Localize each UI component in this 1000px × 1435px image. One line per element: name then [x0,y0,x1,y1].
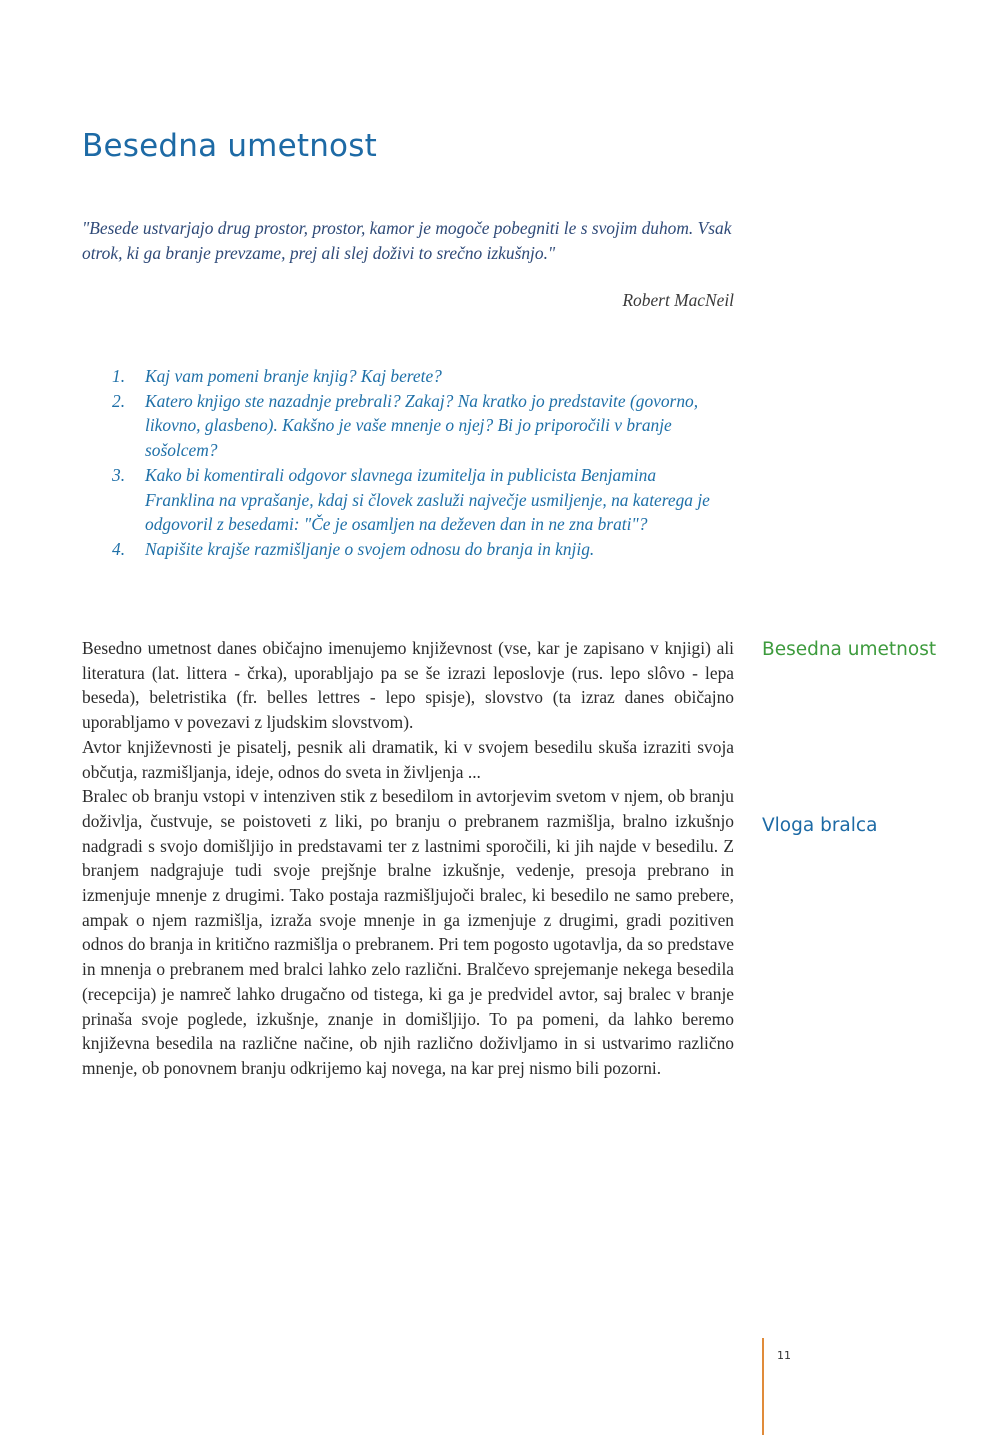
body-paragraph: Bralec ob branju vstopi v intenziven stik z besedilom in avtorjevim svetom v njem, ob branju doživlja, čustvuje, se poistoveti z liki, po branju o prebranem razmišlja, bralno izkušnjo nadgradi s svojo domišljijo in predstavami ter z lastnimi sporočili, ki jih najde v besedilu. Z branjem nadgrajuje tudi svoje prejšnje bralne izkušnje, vedenje, presoja prebrano in izmenjuje mnenje z drugimi. Tako postaja razmišljujoči bralec, ki besedilo ne samo prebere, ampak o njem razmišlja, izraža svoje mnenje in ga izmenjuje z drugimi, gradi pozitiven odnos do branja in kritično razmišlja o prebranem. Pri tem pogosto ugotavlja, da so predstave in mnenja o prebranem med bralci lahko zelo različni. Bralčevo sprejemanje nekega besedila (recepcija) je namreč lahko drugačno od tistega, ki ga je predvidel avtor, saj bralec v branje prinaša svoje poglede, izkušnje, znanje in domišljijo. To pa pomeni, da lahko beremo književna besedila na različne načine, ob njih različno doživljamo in si ustvarimo različno mnenje, ob ponovnem branju odkrijemo kaj novega, na kar prej nismo bili pozorni. [82,786,734,1078]
side-heading-vloga-bralca: Vloga bralca [762,815,878,836]
question-list [112,364,727,562]
epigraph-author: Robert MacNeil [622,290,734,310]
page-number-rule [762,1338,764,1435]
page-number: 11 [777,1349,791,1362]
epigraph-quote: "Besede ustvarjajo drug prostor, prostor, kamor je mogoče pobegniti le s svojim duhom. Vsak otrok, ki ga branje prevzame, prej ali slej doživi to srečno izkušnjo." [82,218,732,263]
question-item [112,364,727,389]
question-number: 4. [112,538,126,559]
page-title: Besedna umetnost [82,128,377,164]
question-item [112,463,727,537]
question-text: Kaj vam pomeni branje knjig? Kaj berete? [145,366,442,386]
body-paragraph: Avtor književnosti je pisatelj, pesnik ali dramatik, ki v svojem besedilu skuša izraziti svoja občutja, razmišljanja, ideje, odnos do sveta in življenja ... [82,736,734,782]
body-text [82,636,734,1081]
question-text: Napišite krajše razmišljanje o svojem odnosu do branja in knjig. [145,538,595,559]
question-item [112,389,727,463]
question-text: Katero knjigo ste nazadnje prebrali? Zakaj? Na kratko jo predstavite (govorno, likovno, glasbeno). Kakšno je vaše mnenje o njej? Bi jo priporočili v branje sošolcem? [145,390,699,461]
question-number: 1. [112,366,126,386]
body-paragraph: Besedno umetnost danes običajno imenujemo književnost (vse, kar je zapisano v knjigi) ali literatura (lat. littera - črka), uporabljajo pa se še izrazi leposlovje (rus. lepo slôvo - lepa beseda), beletristika (fr. belles lettres - lepo spisje), slovstvo (ta izraz danes običajno uporabljamo v povezavi z ljudskim slovstvom). [82,638,734,733]
question-number: 2. [112,390,126,411]
question-text: Kako bi komentirali odgovor slavnega izumitelja in publicista Benjamina Franklina na vprašanje, kdaj si človek zasluži največje usmiljenje, na katerega je odgovoril z besedami: "Če je osamljen na deževen dan in ne zna brati"? [145,464,710,535]
side-heading-besedna-umetnost: Besedna umetnost [762,639,937,660]
question-item [112,537,727,562]
question-number: 3. [112,464,126,485]
